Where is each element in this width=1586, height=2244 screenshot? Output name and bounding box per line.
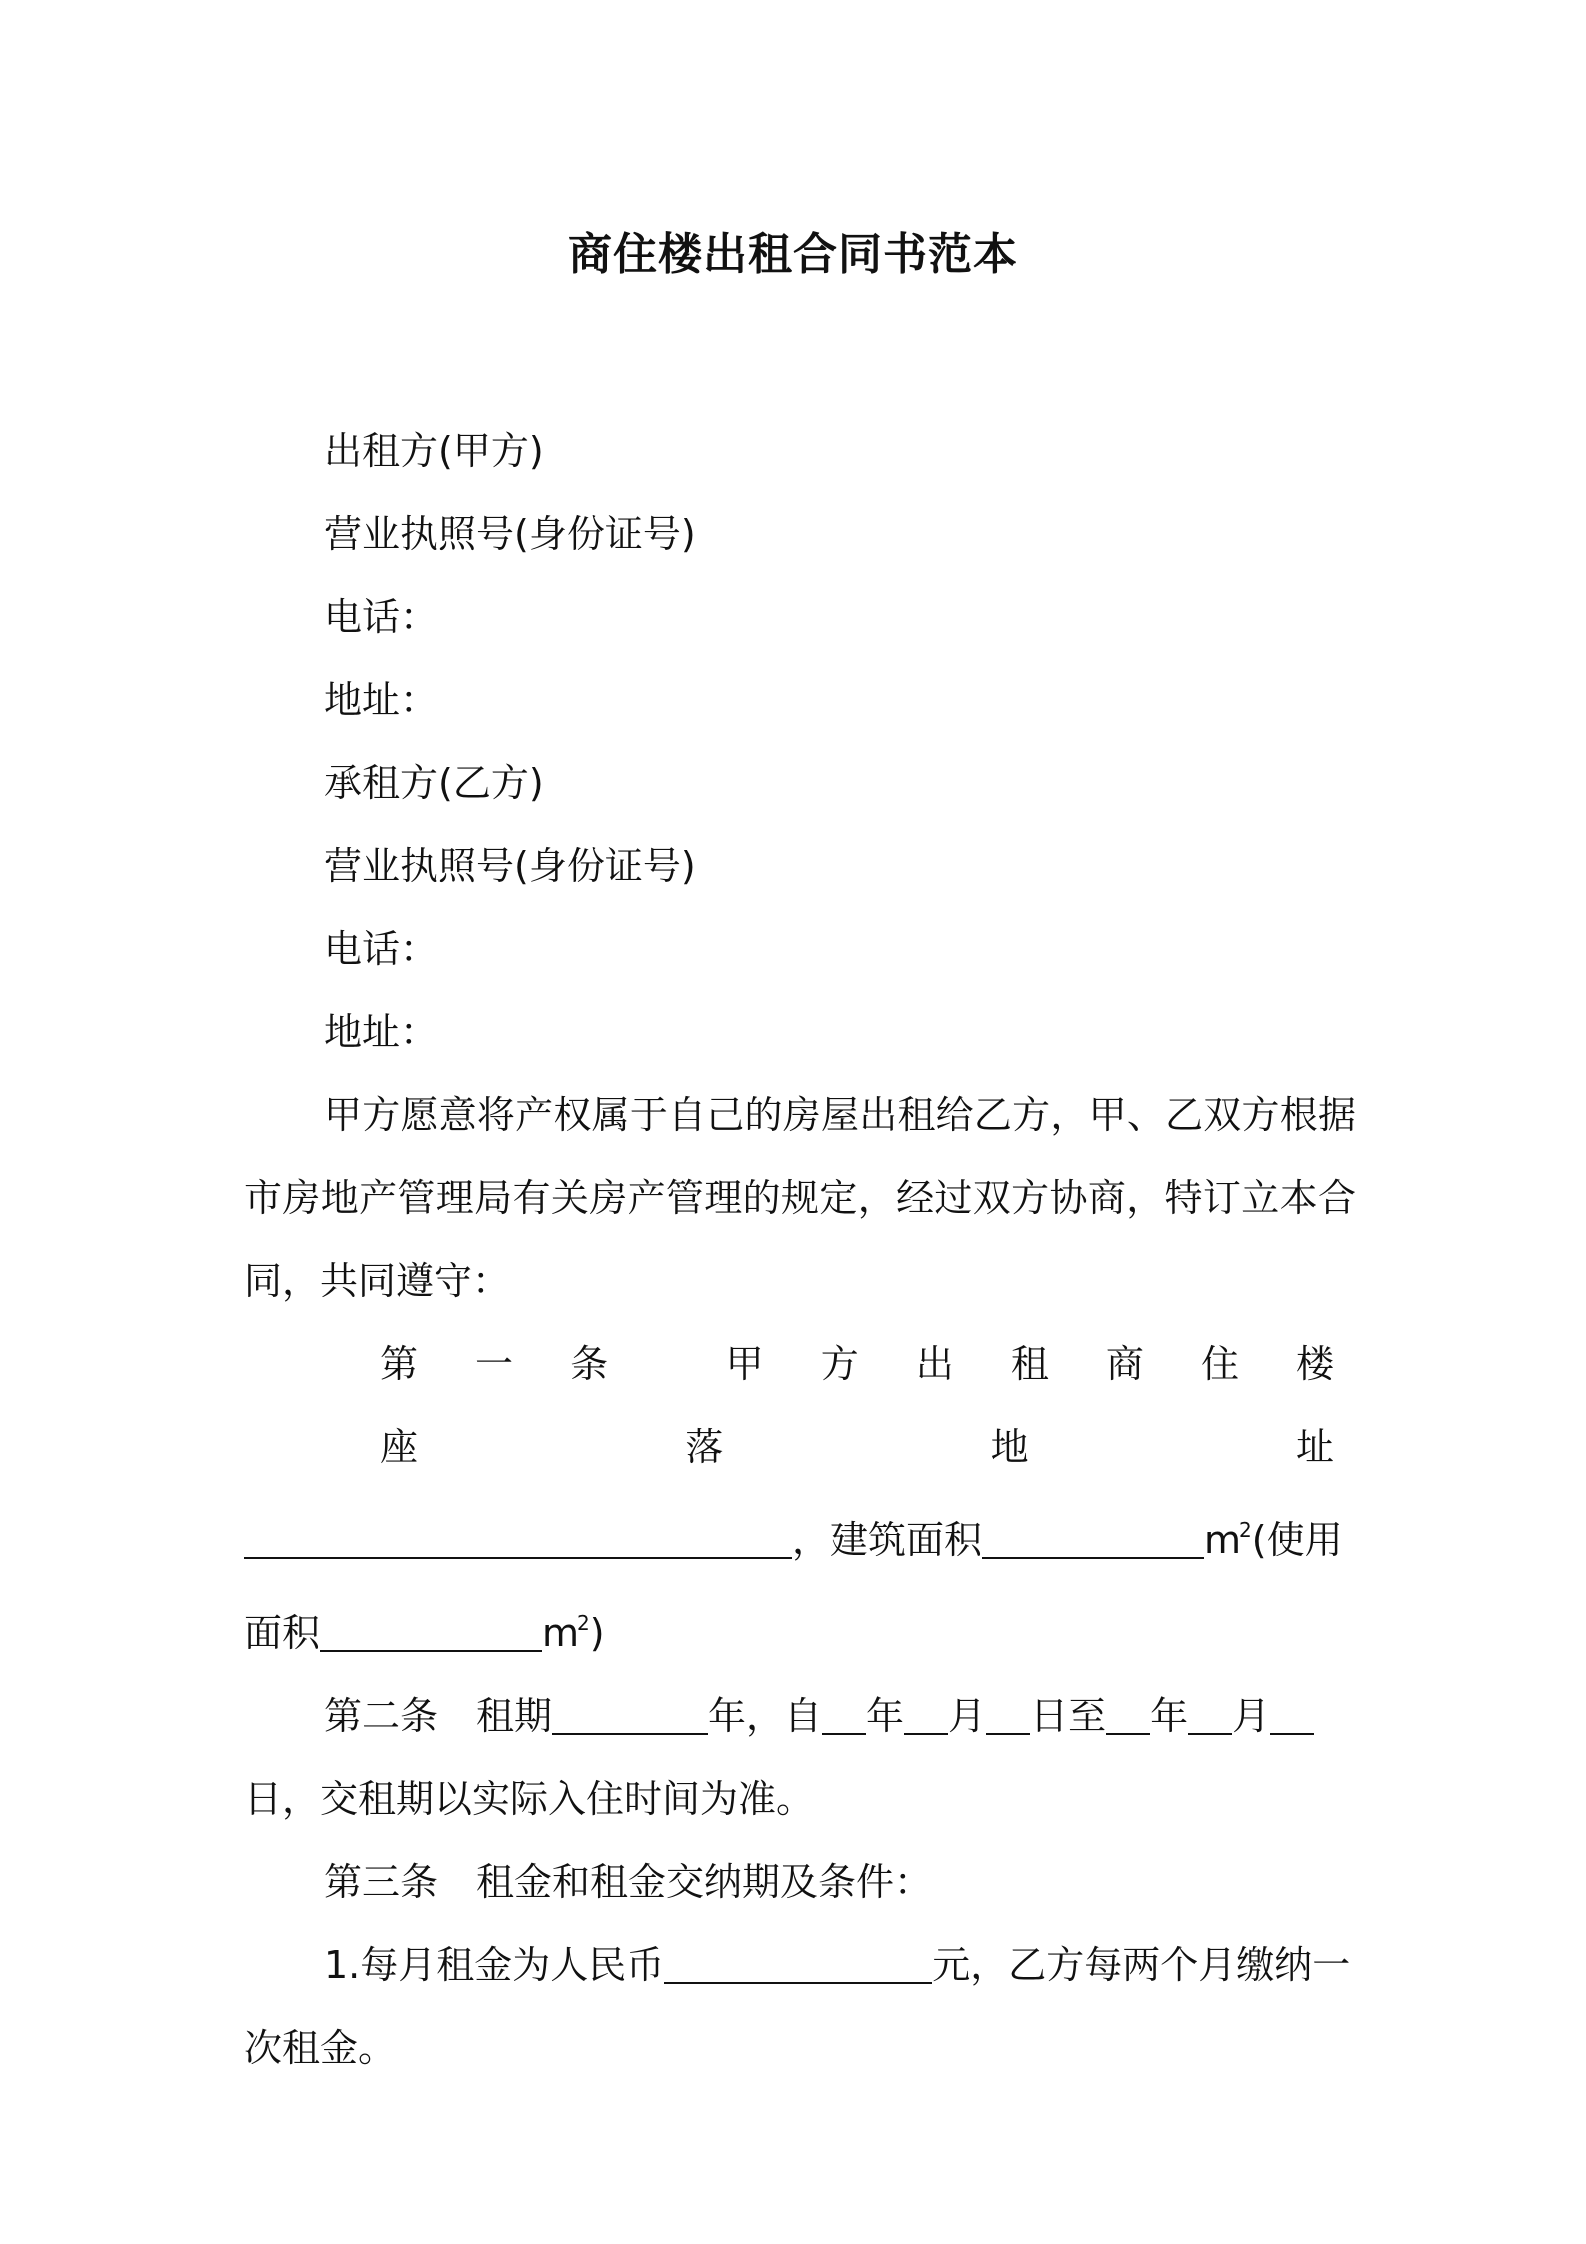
article2-day1: 日至 [1030, 1694, 1107, 1738]
article1-mid: ，建筑面积 [792, 1518, 983, 1562]
item1-line1 [244, 1924, 1356, 2090]
party-a-phone: 电话： [324, 595, 439, 639]
end-month-blank[interactable] [1188, 1685, 1232, 1735]
usable-area-label: 面积 [244, 1611, 321, 1655]
monthly-rent-blank[interactable] [664, 1934, 932, 1984]
article1-line2 [244, 1489, 1356, 1582]
usable-area-blank[interactable] [320, 1602, 542, 1652]
party-a-license: 营业执照号(身份证号) [324, 512, 696, 556]
article2-month1: 月 [948, 1694, 987, 1738]
lease-term-blank[interactable] [552, 1685, 708, 1735]
article2-year1: 年，自 [708, 1694, 823, 1738]
item1-lead: 1.每月租金为人民币 [324, 1943, 665, 1987]
article1-lead: 第 一 条 甲 方 出 租 商 住 楼 座 落 地 址 [380, 1342, 1356, 1469]
start-year-blank[interactable] [822, 1685, 866, 1735]
preamble-paragraph: 甲方愿意将产权属于自己的房屋出租给乙方，甲、乙双方根据市房地产管理局有关房产管理的规定，经过双方协商，特订立本合同，共同遵守： [244, 1093, 1356, 1303]
end-year-blank[interactable] [1106, 1685, 1150, 1735]
start-month-blank[interactable] [904, 1685, 948, 1735]
area-unit: m [1204, 1518, 1242, 1562]
document-title: 商住楼出租合同书范本 [568, 229, 1018, 280]
area-unit-sup: 2 [1239, 1518, 1252, 1542]
item1-tail: 元，乙方每两个月缴纳一次租金。 [244, 1943, 1351, 2070]
party-a-address: 地址： [324, 678, 439, 722]
building-area-blank[interactable] [982, 1509, 1204, 1559]
party-b-label: 承租方(乙方) [324, 761, 544, 805]
start-day-blank[interactable] [986, 1685, 1030, 1735]
article3-lead: 第三条 租金和租金交纳期及条件： [324, 1860, 933, 1904]
article1-line3 [244, 1582, 1356, 1675]
article2-month2: 月 [1232, 1694, 1271, 1738]
article2-year3: 年 [1150, 1694, 1189, 1738]
party-b-license: 营业执照号(身份证号) [324, 844, 696, 888]
article2-year2: 年 [866, 1694, 905, 1738]
party-b-phone: 电话： [324, 927, 439, 971]
usable-area-unit-sup: 2 [577, 1611, 590, 1635]
usable-area-close: ) [589, 1611, 605, 1655]
party-b-address: 地址： [324, 1010, 439, 1054]
usable-area-unit: m [542, 1611, 580, 1655]
end-day-blank[interactable] [1270, 1685, 1314, 1735]
article2-lead: 第二条 租期 [324, 1694, 553, 1738]
article2-line1 [244, 1675, 1356, 1758]
party-a-label: 出租方(甲方) [324, 429, 544, 473]
article2-tail: 日，交租期以实际入住时间为准。 [244, 1777, 815, 1821]
site-address-blank[interactable] [244, 1509, 792, 1559]
contract-body [244, 410, 1356, 2090]
usable-area-open: (使用 [1251, 1518, 1343, 1562]
